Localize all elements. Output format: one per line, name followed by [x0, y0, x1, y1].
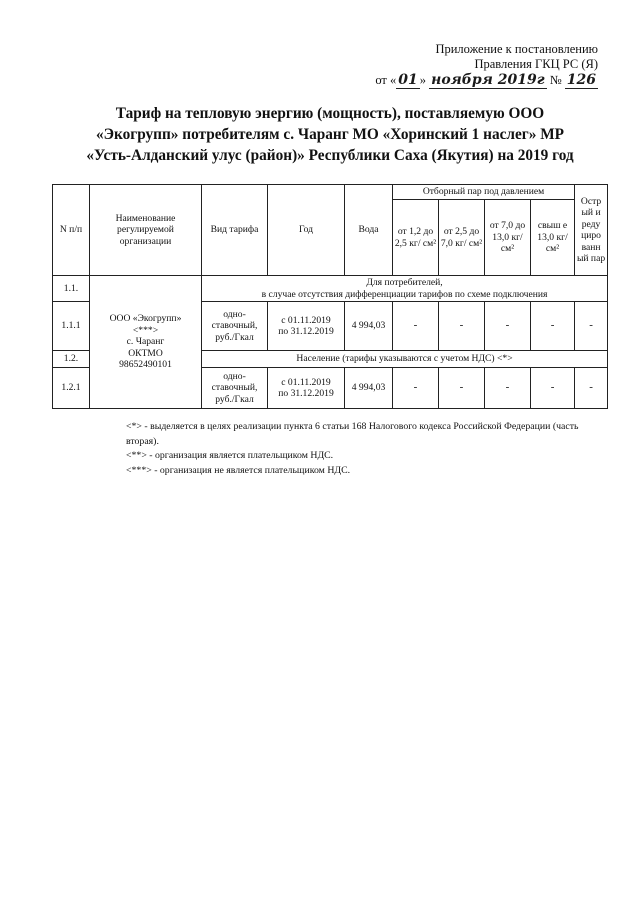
section-title-line-2: в случае отсутствия дифференциации тарифов по схеме подключения: [261, 288, 548, 300]
row-year-from: с 01.11.2019: [281, 376, 331, 388]
org-mark: <***>: [132, 324, 159, 336]
row-p1: -: [393, 368, 439, 409]
row-p2: -: [439, 368, 485, 409]
date-month-year-handwritten: ноября 2019г: [431, 72, 545, 88]
row-year: [268, 302, 345, 351]
date-mid: »: [419, 73, 426, 87]
row-num: 1.1.1: [53, 302, 90, 351]
title-line-1: Тариф на тепловую энергию (мощность), поставляемую ООО: [115, 105, 545, 122]
date-prefix: от «: [375, 73, 397, 87]
appendix-line-1: Приложение к постановлению: [435, 42, 598, 56]
section-row-1-1: [53, 276, 608, 302]
row-year-from: с 01.11.2019: [281, 314, 331, 326]
footnotes: [82, 420, 602, 478]
organization-cell: [90, 276, 202, 409]
header-live-steam: Остр ый и реду циро ванн ый пар: [575, 185, 608, 276]
header-water: Вода: [345, 185, 393, 276]
row-tariff-type: одно-ставочный, руб./Гкал: [202, 368, 268, 409]
title-line-2: «Экогрупп» потребителям с. Чаранг МО «Хоринский 1 наслег» МР: [96, 126, 564, 143]
header-steam-group: Отборный пар под давлением: [393, 185, 575, 200]
header-pressure-4: свыш е 13,0 кг/ см²: [531, 200, 575, 276]
org-oktmo-label: ОКТМО: [128, 347, 163, 359]
row-water: 4 994,03: [345, 302, 393, 351]
section-num: 1.2.: [53, 351, 90, 368]
header-org: Наименование регулируемой организации: [90, 185, 202, 276]
row-p4: -: [531, 368, 575, 409]
row-live: -: [575, 368, 608, 409]
section-title-line-1: Для потребителей,: [366, 277, 443, 288]
date-day-handwritten: 01: [398, 72, 418, 88]
row-p4: -: [531, 302, 575, 351]
document-title: [60, 103, 600, 166]
org-oktmo: 98652490101: [119, 359, 172, 371]
row-num: 1.2.1: [53, 368, 90, 409]
org-name: ООО «Экогрупп»: [109, 313, 182, 325]
tariff-table: [52, 184, 608, 409]
table-header-row: [53, 185, 608, 200]
footnote-3: <***> - организация не является плательщиком НДС.: [126, 464, 351, 476]
header-pressure-1: от 1,2 до 2,5 кг/ см²: [393, 200, 439, 276]
header-pressure-3: от 7,0 до 13,0 кг/ см²: [485, 200, 531, 276]
row-p2: -: [439, 302, 485, 351]
title-line-3: «Усть-Алданский улус (район)» Республики Саха (Якутия) на 2019 год: [86, 147, 574, 164]
row-water: 4 994,03: [345, 368, 393, 409]
row-p3: -: [485, 302, 531, 351]
appendix-line-2: Правления ГКЦ РС (Я): [474, 57, 598, 71]
footnote-2: <**> - организация является плательщиком НДС.: [126, 450, 334, 461]
row-live: -: [575, 302, 608, 351]
row-tariff-type: одно-ставочный, руб./Гкал: [202, 302, 268, 351]
section-num: 1.1.: [53, 276, 90, 302]
header-tariff-type: Вид тарифа: [202, 185, 268, 276]
org-locality: с. Чаранг: [126, 336, 165, 348]
row-year: [268, 368, 345, 409]
section-title: Население (тарифы указываются с учетом НДС) <*>: [202, 351, 608, 368]
footnote-1: <*> - выделяется в целях реализации пункта 6 статьи 168 Налогового кодекса Российской Федерации (часть вторая).: [126, 421, 579, 447]
number-prefix: №: [549, 73, 562, 87]
section-title: [202, 276, 608, 302]
document-number-handwritten: 126: [566, 72, 596, 88]
row-p1: -: [393, 302, 439, 351]
header-num: N п/п: [53, 185, 90, 276]
row-year-to: по 31.12.2019: [278, 388, 334, 399]
row-year-to: по 31.12.2019: [278, 326, 334, 337]
header-pressure-2: от 2,5 до 7,0 кг/ см²: [439, 200, 485, 276]
appendix-date-line: [375, 73, 598, 88]
appendix-header: [375, 42, 598, 88]
header-year: Год: [268, 185, 345, 276]
row-p3: -: [485, 368, 531, 409]
